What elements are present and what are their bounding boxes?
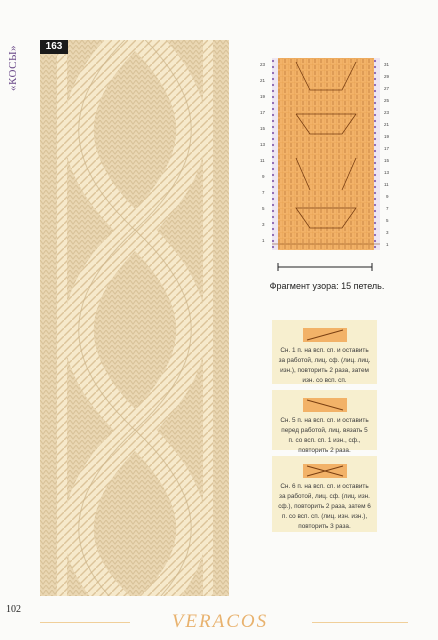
svg-text:7: 7 [262, 190, 265, 195]
instruction-text-2: Сн. 5 п. на всп. сп. и оставить перед работой, лиц. вязать 5 п. со всп. сп. 1 изн., сф., повторить 2 раза. [280, 417, 369, 454]
svg-text:19: 19 [260, 94, 266, 99]
instruction-card-2 [272, 390, 377, 454]
section-tab-label: «КОСЫ» [7, 44, 20, 92]
svg-text:13: 13 [384, 170, 390, 175]
cable-left-6-icon [303, 328, 347, 342]
svg-text:9: 9 [386, 194, 389, 199]
svg-text:21: 21 [260, 78, 266, 83]
footer-brand-logo: VERACOS [171, 611, 269, 632]
pattern-number-badge: 163 [40, 40, 68, 54]
instruction-text-1: Сн. 1 п. на всп. сп. и оставить за работой, лиц. сф. (лиц. лиц. изн.), повторить 2 раза, затем изн. со всп. сп. [278, 347, 371, 384]
svg-text:7: 7 [386, 206, 389, 211]
footer-rule-left [40, 622, 130, 623]
page-number: 102 [6, 604, 21, 615]
svg-text:17: 17 [384, 146, 390, 151]
instruction-card-1 [272, 320, 377, 384]
svg-text:15: 15 [384, 158, 390, 163]
svg-text:13: 13 [260, 142, 266, 147]
svg-text:3: 3 [386, 230, 389, 235]
svg-text:25: 25 [384, 98, 390, 103]
svg-text:11: 11 [260, 158, 265, 163]
svg-text:17: 17 [260, 110, 266, 115]
footer-rule-right [312, 622, 408, 623]
chart-grid [258, 58, 396, 256]
knitting-photo [40, 40, 229, 596]
svg-text:29: 29 [384, 74, 390, 79]
chart-caption: Фрагмент узора: 15 петель. [269, 281, 385, 291]
svg-text:9: 9 [262, 174, 265, 179]
svg-text:1: 1 [386, 242, 389, 247]
svg-text:5: 5 [262, 206, 265, 211]
svg-text:31: 31 [384, 62, 390, 67]
svg-text:27: 27 [384, 86, 390, 91]
pattern-chart [258, 58, 396, 256]
cable-right-5-icon [303, 398, 347, 412]
section-tab [2, 38, 24, 98]
svg-text:23: 23 [384, 110, 390, 115]
svg-text:21: 21 [384, 122, 390, 127]
repeat-bracket [276, 262, 374, 272]
svg-text:5: 5 [386, 218, 389, 223]
svg-text:23: 23 [260, 62, 266, 67]
svg-text:15: 15 [260, 126, 266, 131]
svg-text:1: 1 [262, 238, 265, 243]
instruction-card-3 [272, 456, 377, 532]
svg-text:11: 11 [384, 182, 389, 187]
cable-6-6-icon [303, 464, 347, 478]
instruction-text-3: Сн. 6 п. на всп. сп. и оставить за работой, лиц. сф. (лиц. изн. сф.), повторить 2 раза, затем 6 п. со всп. сп. (лиц. изн. изн.), повторить 3 раза. [278, 483, 371, 530]
svg-text:19: 19 [384, 134, 390, 139]
svg-text:3: 3 [262, 222, 265, 227]
cable-knit-illustration [40, 40, 229, 596]
